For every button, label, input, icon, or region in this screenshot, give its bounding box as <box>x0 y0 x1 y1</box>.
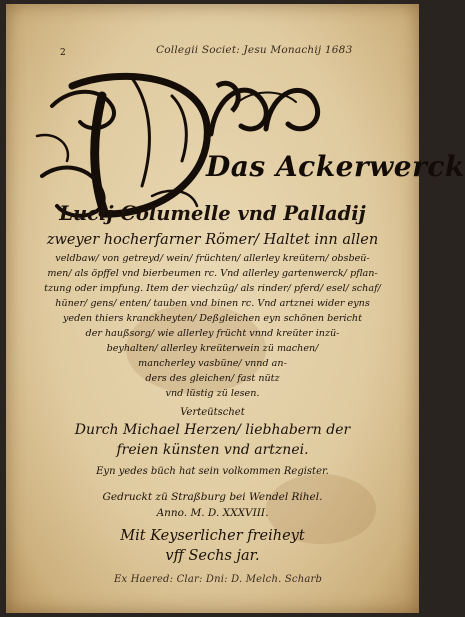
translator-line-2: freien künsten vnd artznei. <box>116 442 309 458</box>
body-line-10: ders des gleichen/ fast nütz <box>145 373 280 384</box>
title-page <box>6 4 465 613</box>
flourish-ornament <box>206 74 336 144</box>
authors-line: Lucij Columelle vnd Palladij <box>59 202 366 225</box>
body-line-2: veldbaw/ von getreyd/ wein/ früchten/ allerley kreütern/ obsbeü- <box>55 253 370 264</box>
translator-line-1: Durch Michael Herzen/ liebhabern der <box>74 422 351 438</box>
book-title: Das Ackerwerck <box>206 150 465 183</box>
page-mark: 2 <box>60 48 66 58</box>
ownership-inscription-top: Collegii Societ: Jesu Monachij 1683 <box>156 44 353 56</box>
body-line-6: yeden thiers kranckheyten/ Deßgleichen eyn schönen bericht <box>63 313 362 324</box>
body-line-8: beyhalten/ allerley kreüterwein zü machen/ <box>106 343 319 354</box>
body-line-7: der haußsorg/ wie allerley frücht vnnd kreüter inzü- <box>85 328 340 339</box>
body-line-11: vnd lüstig zü lesen. <box>165 388 260 399</box>
body-line-4: tzung oder impfung. Item der viechzüg/ als rinder/ pferd/ esel/ schaf/ <box>44 283 381 294</box>
body-line-1: zweyer hocherfarner Römer/ Haltet inn allen <box>46 232 379 248</box>
printer-line: Gedruckt zü Straßburg bei Wendel Rihel. <box>102 491 323 503</box>
register-line: Eyn yedes büch hat sein volkommen Register. <box>96 466 329 477</box>
body-line-3: men/ als öpffel vnd bierbeumen rc. Vnd allerley gartenwerck/ pflan- <box>47 268 378 279</box>
body-line-5: hüner/ gens/ enten/ tauben vnd binen rc. Vnd artznei wider eyns <box>55 298 370 309</box>
ownership-inscription-bottom: Ex Haered: Clar: Dni: D. Melch. Scharb <box>114 574 323 585</box>
translated-label: Verteütschet <box>180 407 245 418</box>
privilege-line-2: vff Sechs jar. <box>165 548 260 564</box>
body-line-9: mancherley vasbüne/ vnnd an- <box>138 358 287 369</box>
privilege-line-1: Mit Keyserlicher freiheyt <box>120 528 305 544</box>
year-line: Anno. M. D. XXXVIII. <box>156 507 269 519</box>
